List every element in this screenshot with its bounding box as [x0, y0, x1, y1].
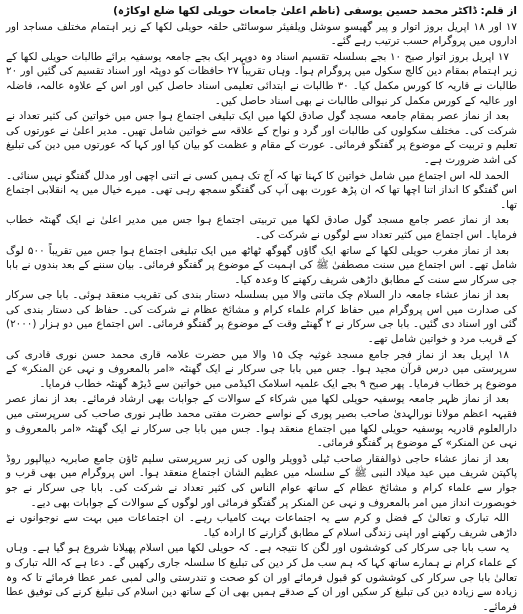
- paragraph: یہ سب بابا جی سرکار کی کوششوں اور لگن کا نتیجہ ہے۔ کہ حویلی لکھا میں اسلام پھیلانا شروع ہو گیا ہے۔ وہاں کے علماء کرام نے ہمارے ساتھ کہا کہ ہم سب مل کر دین کی تبلیغ کا سلسلہ جاری رکھیں گے۔ دعا ہے کہ اللہ تبارک و تعالیٰ بابا جی سرکار کی کوششوں کو قبول فرمائے اور ان کو صحت و تندرستی والی لمبی عمر عطا فرمائے تا کہ وہ زیادہ سے زیادہ دین کی تبلیغ کر سکیں اور ان کے صدقے ہمیں بھی ان کے ساتھ دین اسلام کی تبلیغ کرنے کی توفیق عطا فرمائے۔: [6, 542, 517, 613]
- paragraph: اللہ تبارک و تعالیٰ کے فضل و کرم سے یہ اجتماعات بہت کامیاب رہے۔ ان اجتماعات میں بہت سے نوجوانوں نے داڑھی شریف رکھنے اور اپنی زندگی اسلام کے مطابق گزارنے کا ارادہ کیا۔: [6, 512, 517, 539]
- paragraph: ۱۸ اپریل بعد از نماز فجر جامع مسجد غوثیہ چک ۱۵ والا میں حضرت علامہ قاری محمد حسن نوری قادری کی سرپرستی میں درس قرآن مجید ہوا۔ جس میں بابا جی سرکار نے ایک گھنٹہ «امر بالمعروف و نہی عن المنکر» کے موضوع پر خطاب فرمایا۔ پھر صبح ۹ بجے ایک علمیہ اسلامک اکیڈمی میں خواتین سے ڈیڑھ گھنٹہ خطاب فرمایا۔: [6, 348, 517, 390]
- paragraph: بعد از نماز عصر جامع مسجد گول صادق لکھا میں تربیتی اجتماع ہوا جس میں مدیر اعلیٰ نے ایک گھنٹہ خطاب فرمایا۔ اس اجتماع میں کثیر تعداد سے لوگوں نے شرکت کی۔: [6, 214, 517, 241]
- paragraph: الحمد للہ اس اجتماع میں شامل خواتین کا کہنا تھا کہ آج تک ہمیں کسی نے اتنی اچھی اور مدلل گفتگو نہیں سنائی۔ اس گفتگو کا انداز اتنا اچھا تھا کہ ان پڑھ عورت بھی آپ کی گفتگو سمجھ رہی تھی۔ میرے خیال میں یہ انقلابی اجتماع تھا۔: [6, 169, 517, 211]
- paragraph: بعد از نماز مغرب حویلی لکھا کے ساتھ ایک گاؤں گھوگھ ٹھاٹھ میں ایک تبلیغی اجتماع ہوا جس میں تقریباً ۵۰۰ لوگ شامل تھے۔ اس اجتماع میں سنت مصطفیٰ ﷺ کی اہمیت کے موضوع پر گفتگو فرمائی۔ بیان سننے کے بعد بندوں نے بابا جی سرکار سے سنت کے مطابق داڑھی شریف رکھنے کا وعدہ کیا۔: [6, 244, 517, 286]
- paragraph: ۱۷ اپریل بروز اتوار صبح ۱۰ بجے بسلسلہ تقسیم اسناد وہ دوپہر ایک بجے جامعہ یوسفیہ برائے طالبات حویلی لکھا کے زیر اہتمام بمقام دین کالج سکول میں پروگرام ہوا۔ وہاں تقریباً ۲۷ حافظات کو دوپٹہ اور اسناد تقسیم کی گئیں اور ۲۰ طالبات نے قاریہ کا کورس مکمل کیا۔ ۳۰ طالبات نے ابتدائی تعلیمی اسناد حاصل کیں اور اس کے علاوہ عالمہ، فاضلہ اور عالیہ کے کورس مکمل کر نیوالی طالبات نے بھی اسناد حاصل کیں۔: [6, 50, 518, 107]
- paragraph: ۱۷ اور ۱۸ اپریل بروز اتوار و پیر گھیسو سوشل ویلفیئر سوسائٹی حلقہ حویلی لکھا کے زیر اہتمام مختلف مساجد اور اداروں میں پروگرام حسب ترتیب رہے گئے۔: [6, 20, 517, 48]
- paragraph: بعد از نماز عصر بمقام جامعہ مسجد گول صادق لکھا میں ایک تبلیغی اجتماع ہوا جس میں خواتین کی کثیر تعداد نے شرکت کی۔ مختلف سکولوں کی طالبات اور گرد و نواح کے علاقہ سے خواتین شامل تھیں۔ مدیر اعلیٰ نے عورتوں کی تعلیم و تربیت کے موضوع پر گفتگو فرمائی۔ عورت کے مقام و عظمت کو بیان کیا اور کہا کہ عورتوں میں دین کی تبلیغ کی اشد ضرورت ہے۔: [6, 110, 517, 166]
- paragraph: بعد از نماز عشاء حاجی ذوالفقار صاحب ٹیلی ڈوویلر والوں کی زیر سرپرستی سلیم ٹاؤن جامع صابریہ دیپالپور روڈ پاکپتن شریف میں عید میلاد النبی ﷺ کے سلسلہ میں عظیم الشان اجتماع منعقد ہوا۔ اس پروگرام میں بھی قرب و جوار سے علماء کرام و مشائخ عظام کے ساتھ عوام الناس کی کثیر تعداد نے شرکت کی۔ بابا جی سرکار نے جو خوبصورت انداز میں امر بالمعروف و نہی عن المنکر پر گفتگو فرمائی اور لوگوں کے سوالات کے جوابات بھی دیے۔: [6, 452, 517, 509]
- author-byline: از قلم: ڈاکٹر محمد حسین یوسفی (ناظم اعلیٰ جامعات حویلی لکھا ضلع اوکاڑہ): [113, 5, 517, 17]
- paragraph: بعد از نماز ظہر جامعہ یوسفیہ حویلی لکھا میں شرکاء کے سوالات کے جوابات بھی ارشاد فرمائے۔ بعد از نماز عصر فقیہہ اعظم مولانا نورالہدیٰ صاحب بصیر پوری کے نواسے حضرت مفتی محمد طاہر نوری صاحب کی سرپرستی میں دارالعلوم قادریہ یوسفیہ حویلی لکھا میں اجتماع منعقد ہوا۔ جس میں بابا جی سرکار نے ایک گھنٹہ «امر بالمعروف و نہی عن المنکر» کے موضوع پر گفتگو فرمائی۔: [6, 393, 517, 450]
- paragraph: بعد از نماز عشاء جامعہ دار السلام چک ماتنی والا میں بسلسلہ دستار بندی کی تقریب منعقد ہوئی۔ بابا جی سرکار کی صدارت میں اس پروگرام میں حفاظ کرام علماء کرام و مشائخ عظام نے شرکت کی۔ حفاظ کی دستار بندی کی گئی اور اسناد دی گئیں۔ بابا جی سرکار نے ۲ گھنٹے وقت کے موضوع پر گفتگو فرمائی۔ اس اجتماع میں دو ہزار (۲۰۰۰) کے قریب مرد و خواتین شامل تھے۔: [6, 289, 517, 346]
